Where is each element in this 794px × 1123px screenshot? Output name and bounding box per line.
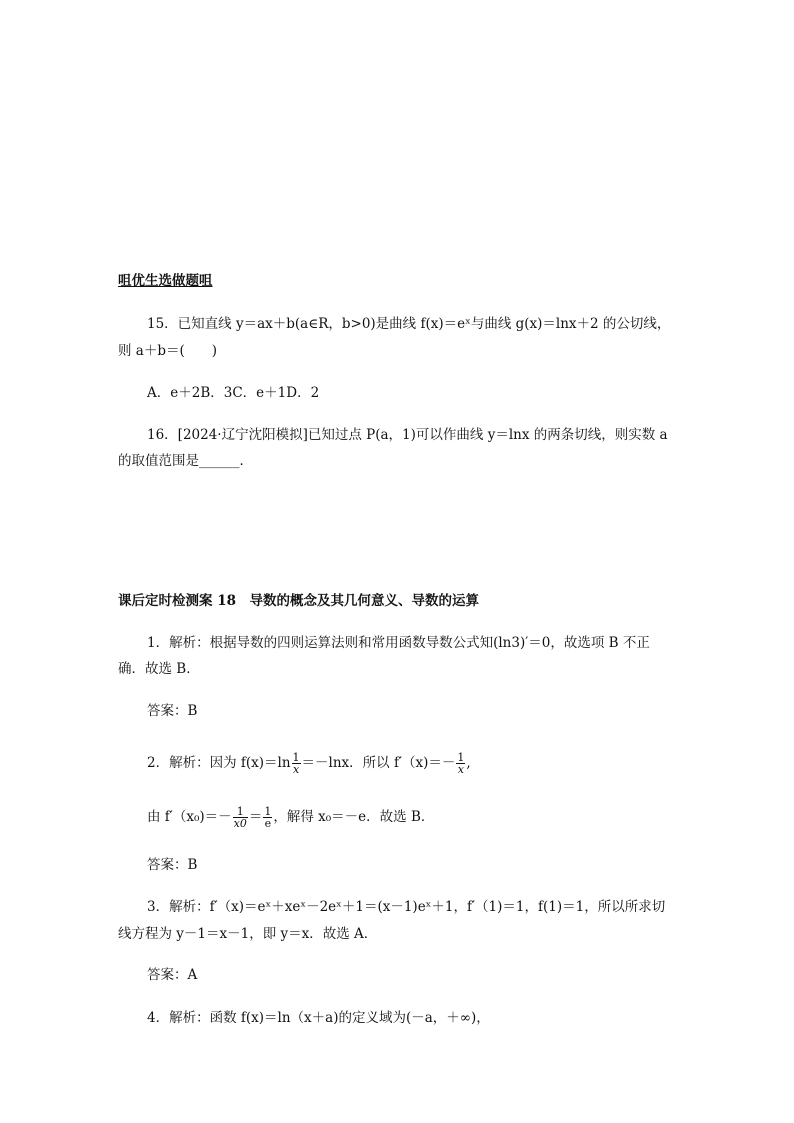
fraction-1-over-x <box>292 752 301 775</box>
answer-2-line-2 <box>147 800 707 834</box>
answer-4-line-1: 4．解析：函数 f(x)＝ln（x＋a)的定义域为(－a，＋∞)， <box>147 1010 490 1026</box>
answer-1-answer: 答案：B <box>147 703 198 719</box>
answer-3-answer: 答案：A <box>147 967 198 983</box>
answer-2-answer: 答案：B <box>147 857 198 873</box>
answer-2-text-e: ，解得 x₀＝－e．故选 B． <box>273 809 435 825</box>
fraction-numerator: 1 <box>457 751 465 764</box>
fraction-denominator: x0 <box>233 817 247 830</box>
fraction-denominator: x <box>457 763 465 776</box>
fraction-numerator: 1 <box>292 751 300 764</box>
answer-3-line-2: 线方程为 y－1＝x－1，即 y＝x．故选 A． <box>118 926 378 942</box>
question-15-line-1: 15．已知直线 y＝ax＋b(a∈R，b>0)是曲线 f(x)＝eˣ与曲线 g(x)＝lnx＋2 的公切线， <box>147 316 671 332</box>
optional-section-heading: 咀优生选做题咀 <box>118 273 213 289</box>
question-16-line-2: 的取值范围是______． <box>118 453 253 469</box>
answer-2-text-b: ＝－lnx．所以 f′（x)＝－ <box>301 755 456 771</box>
fraction-denominator: x <box>292 763 300 776</box>
answer-2-text-a: 2．解析：因为 f(x)＝ln <box>147 755 291 771</box>
answer-2-text-d: 由 f′（x₀)＝－ <box>147 809 232 825</box>
question-16-line-1: 16．[2024·辽宁沈阳模拟]已知过点 P(a，1)可以作曲线 y＝lnx 的两条切线，则实数 a <box>147 427 668 443</box>
fraction-denominator: e <box>264 817 272 830</box>
answer-1-line-1: 1．解析：根据导数的四则运算法则和常用函数导数公式知(ln3)′＝0，故选项 B 不正 <box>147 635 650 651</box>
fraction-1-over-e <box>263 806 272 829</box>
fraction-numerator: 1 <box>264 805 272 818</box>
answer-2-text-c: , <box>466 755 471 771</box>
fraction-1-over-x0 <box>233 806 248 829</box>
answer-2-line-1 <box>147 746 707 780</box>
fraction-numerator: 1 <box>236 805 244 818</box>
answer-2-equals: ＝ <box>248 809 263 825</box>
answer-3-line-1: 3．解析：f′（x)＝eˣ＋xeˣ－2eˣ＋1＝(x－1)eˣ＋1，f′（1)＝1，f(1)＝1，所以所求切 <box>147 899 666 915</box>
question-15-line-2: 则 a＋b＝( ) <box>118 343 218 359</box>
question-15-options: A．e＋2B．3C．e＋1D．2 <box>147 385 320 401</box>
answer-1-line-2: 确．故选 B． <box>118 661 200 677</box>
section-title: 课后定时检测案 18 导数的概念及其几何意义、导数的运算 <box>118 593 479 609</box>
fraction-1-over-x-2 <box>456 752 465 775</box>
